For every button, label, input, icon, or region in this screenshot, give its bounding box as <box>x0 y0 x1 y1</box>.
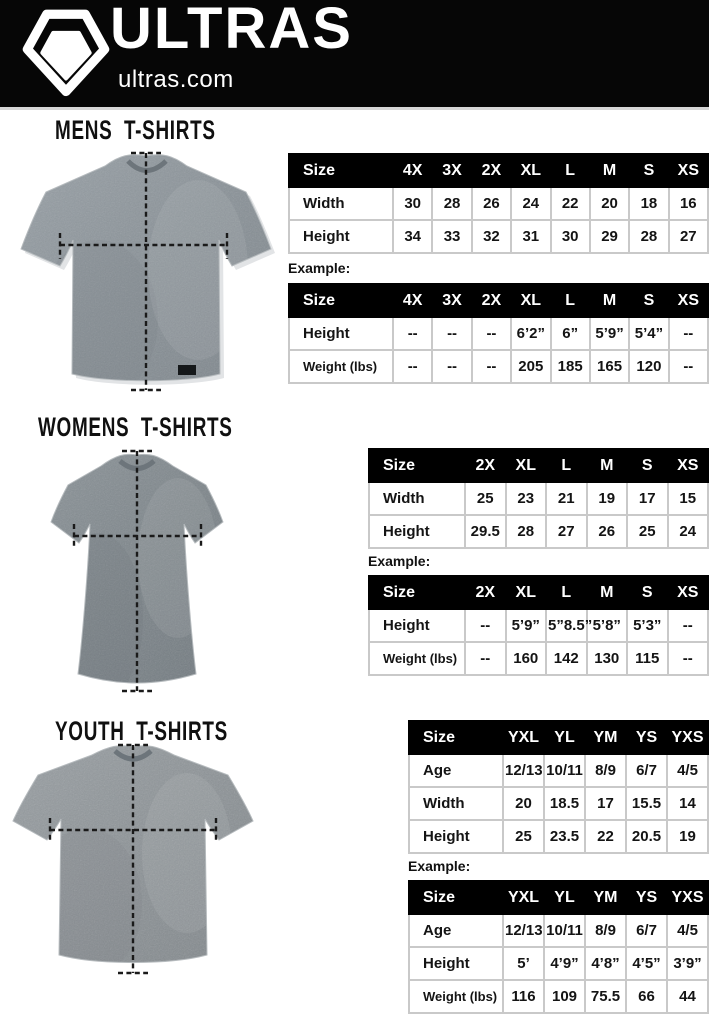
header-row <box>409 881 708 914</box>
cell-value: 205 <box>511 350 550 383</box>
cell-value: 34 <box>393 220 432 253</box>
column-header: YXL <box>503 721 544 754</box>
cell-value: 4’9” <box>544 947 585 980</box>
size-column-label: Size <box>289 284 393 317</box>
cell-value: 6/7 <box>626 914 667 947</box>
cell-value: 26 <box>472 187 511 220</box>
cell-value: 3’9” <box>667 947 708 980</box>
cell-value: 8/9 <box>585 754 626 787</box>
mens-example-table <box>288 283 709 384</box>
header-row <box>289 284 708 317</box>
column-header: YM <box>585 881 626 914</box>
youth-size-table <box>408 720 709 854</box>
size-column-label: Size <box>409 721 503 754</box>
cell-value: 15.5 <box>626 787 667 820</box>
cell-value: 6/7 <box>626 754 667 787</box>
mens-tshirt-image <box>8 150 284 394</box>
row-label: Height <box>369 515 465 548</box>
column-header: 3X <box>432 154 471 187</box>
cell-value: 5’3” <box>627 609 668 642</box>
cell-value: 5’ <box>503 947 544 980</box>
cell-value: -- <box>432 317 471 350</box>
column-header: YL <box>544 721 585 754</box>
womens-example-table <box>368 575 709 676</box>
cell-value: -- <box>669 350 708 383</box>
table-row <box>289 187 708 220</box>
row-label: Width <box>289 187 393 220</box>
cell-value: 6’2” <box>511 317 550 350</box>
column-header: L <box>551 284 590 317</box>
cell-value: 27 <box>669 220 708 253</box>
column-header: YXL <box>503 881 544 914</box>
cell-value: 116 <box>503 980 544 1013</box>
mens-size-table <box>288 153 709 254</box>
table-row <box>369 515 708 548</box>
cell-value: 12/13 <box>503 914 544 947</box>
column-header: 3X <box>432 284 471 317</box>
cell-value: 24 <box>668 515 709 548</box>
cell-value: 29 <box>590 220 629 253</box>
column-header: 2X <box>465 449 506 482</box>
row-label: Height <box>409 947 503 980</box>
cell-value: -- <box>393 350 432 383</box>
table-row <box>369 642 708 675</box>
cell-value: 5’9” <box>590 317 629 350</box>
ultras-logo-icon <box>20 5 112 99</box>
cell-value: 25 <box>465 482 506 515</box>
row-label: Height <box>369 609 465 642</box>
column-header: XL <box>511 284 550 317</box>
cell-value: -- <box>669 317 708 350</box>
column-header: M <box>587 449 628 482</box>
column-header: L <box>546 449 587 482</box>
cell-value: 17 <box>627 482 668 515</box>
cell-value: 4/5 <box>667 914 708 947</box>
cell-value: 28 <box>506 515 547 548</box>
row-label: Age <box>409 914 503 947</box>
cell-value: 20 <box>590 187 629 220</box>
row-label: Weight (lbs) <box>409 980 503 1013</box>
header-row <box>289 154 708 187</box>
brand-site-url: ultras.com <box>118 66 234 93</box>
column-header: XL <box>506 576 547 609</box>
row-label: Width <box>409 787 503 820</box>
cell-value: -- <box>393 317 432 350</box>
table-row <box>409 947 708 980</box>
youth-example-table <box>408 880 709 1014</box>
cell-value: 160 <box>506 642 547 675</box>
column-header: YXS <box>667 721 708 754</box>
cell-value: 25 <box>627 515 668 548</box>
column-header: M <box>587 576 628 609</box>
table-row <box>409 980 708 1013</box>
cell-value: -- <box>432 350 471 383</box>
row-label: Height <box>409 820 503 853</box>
cell-value: 19 <box>667 820 708 853</box>
header-row <box>369 576 708 609</box>
column-header: XS <box>669 154 708 187</box>
size-column-label: Size <box>409 881 503 914</box>
column-header: L <box>551 154 590 187</box>
table-row <box>289 317 708 350</box>
cell-value: 27 <box>546 515 587 548</box>
column-header: XL <box>506 449 547 482</box>
cell-value: 23.5 <box>544 820 585 853</box>
column-header: 4X <box>393 154 432 187</box>
cell-value: 20.5 <box>626 820 667 853</box>
cell-value: 23 <box>506 482 547 515</box>
table-row <box>409 754 708 787</box>
column-header: YS <box>626 881 667 914</box>
cell-value: -- <box>668 609 709 642</box>
table-row <box>369 609 708 642</box>
cell-value: -- <box>472 317 511 350</box>
cell-value: -- <box>465 609 506 642</box>
row-label: Height <box>289 317 393 350</box>
cell-value: 5’9” <box>506 609 547 642</box>
cell-value: 20 <box>503 787 544 820</box>
cell-value: 17 <box>585 787 626 820</box>
column-header: M <box>590 154 629 187</box>
section-title-mens: MENS T-SHIRTS <box>55 115 216 145</box>
table-row <box>409 820 708 853</box>
cell-value: 18 <box>629 187 668 220</box>
cell-value: 25 <box>503 820 544 853</box>
cell-value: 14 <box>667 787 708 820</box>
size-column-label: Size <box>369 576 465 609</box>
row-label: Width <box>369 482 465 515</box>
cell-value: 5”8.5” <box>546 609 587 642</box>
section-title-womens: WOMENS T-SHIRTS <box>38 412 233 442</box>
column-header: YM <box>585 721 626 754</box>
cell-value: 66 <box>626 980 667 1013</box>
column-header: S <box>629 284 668 317</box>
cell-value: 75.5 <box>585 980 626 1013</box>
table-row <box>369 482 708 515</box>
cell-value: 10/11 <box>544 914 585 947</box>
cell-value: 130 <box>587 642 628 675</box>
cell-value: 120 <box>629 350 668 383</box>
cell-value: 142 <box>546 642 587 675</box>
womens-size-table <box>368 448 709 549</box>
cell-value: 28 <box>629 220 668 253</box>
row-label: Age <box>409 754 503 787</box>
size-column-label: Size <box>289 154 393 187</box>
table-row <box>289 220 708 253</box>
cell-value: 5’8” <box>587 609 628 642</box>
column-header: YS <box>626 721 667 754</box>
column-header: S <box>627 576 668 609</box>
column-header: 4X <box>393 284 432 317</box>
table-row <box>409 914 708 947</box>
cell-value: 165 <box>590 350 629 383</box>
cell-value: 29.5 <box>465 515 506 548</box>
column-header: 2X <box>465 576 506 609</box>
cell-value: 185 <box>551 350 590 383</box>
row-label: Weight (lbs) <box>369 642 465 675</box>
cell-value: 30 <box>393 187 432 220</box>
column-header: 2X <box>472 284 511 317</box>
column-header: XS <box>668 449 709 482</box>
womens-tshirt-image <box>28 448 246 696</box>
cell-value: 5’4” <box>629 317 668 350</box>
table-row <box>409 787 708 820</box>
cell-value: -- <box>472 350 511 383</box>
hem-tag <box>178 365 196 375</box>
cell-value: -- <box>465 642 506 675</box>
column-header: L <box>546 576 587 609</box>
example-label-womens: Example: <box>368 553 431 569</box>
cell-value: 31 <box>511 220 550 253</box>
cell-value: 4’5” <box>626 947 667 980</box>
column-header: 2X <box>472 154 511 187</box>
cell-value: 4’8” <box>585 947 626 980</box>
cell-value: 4/5 <box>667 754 708 787</box>
column-header: M <box>590 284 629 317</box>
header-row <box>369 449 708 482</box>
youth-tshirt-image <box>2 743 264 977</box>
section-title-youth: YOUTH T-SHIRTS <box>55 716 228 746</box>
table-row <box>289 350 708 383</box>
cell-value: 22 <box>585 820 626 853</box>
cell-value: 21 <box>546 482 587 515</box>
cell-value: 10/11 <box>544 754 585 787</box>
column-header: YL <box>544 881 585 914</box>
cell-value: 33 <box>432 220 471 253</box>
column-header: S <box>629 154 668 187</box>
brand-header <box>0 0 709 110</box>
cell-value: 15 <box>668 482 709 515</box>
cell-value: 44 <box>667 980 708 1013</box>
column-header: S <box>627 449 668 482</box>
column-header: YXS <box>667 881 708 914</box>
cell-value: 115 <box>627 642 668 675</box>
cell-value: 26 <box>587 515 628 548</box>
row-label: Weight (lbs) <box>289 350 393 383</box>
cell-value: 30 <box>551 220 590 253</box>
cell-value: 24 <box>511 187 550 220</box>
cell-value: 22 <box>551 187 590 220</box>
cell-value: 6” <box>551 317 590 350</box>
brand-name: ULTRAS <box>110 0 353 61</box>
cell-value: 109 <box>544 980 585 1013</box>
cell-value: 8/9 <box>585 914 626 947</box>
cell-value: -- <box>668 642 709 675</box>
column-header: XS <box>669 284 708 317</box>
cell-value: 12/13 <box>503 754 544 787</box>
cell-value: 16 <box>669 187 708 220</box>
size-column-label: Size <box>369 449 465 482</box>
example-label-mens: Example: <box>288 260 351 276</box>
cell-value: 28 <box>432 187 471 220</box>
cell-value: 19 <box>587 482 628 515</box>
cell-value: 18.5 <box>544 787 585 820</box>
row-label: Height <box>289 220 393 253</box>
header-row <box>409 721 708 754</box>
example-label-youth: Example: <box>408 858 471 874</box>
column-header: XS <box>668 576 709 609</box>
cell-value: 32 <box>472 220 511 253</box>
column-header: XL <box>511 154 550 187</box>
